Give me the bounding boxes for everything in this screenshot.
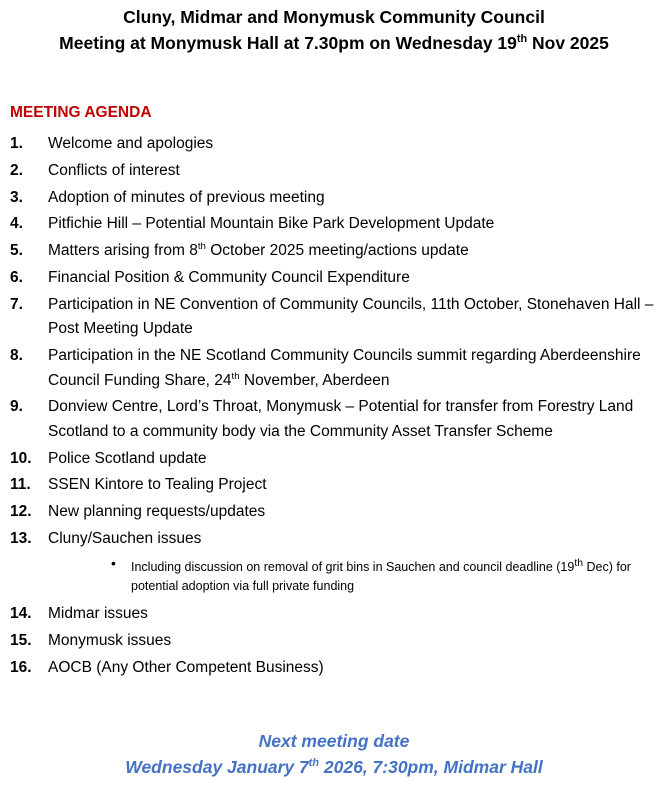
item-text: Monymusk issues [48, 631, 172, 649]
item-number: 2. [10, 161, 23, 179]
item-text [48, 239, 666, 264]
ordinal-suffix: th [574, 557, 584, 569]
agenda-item [0, 527, 668, 552]
ordinal-suffix: th [231, 370, 240, 382]
next-meeting-date [0, 754, 668, 780]
next-meeting-label: Next meeting date [258, 731, 410, 751]
item-text-part: November, Aberdeen [239, 371, 390, 389]
document-header [0, 4, 668, 56]
item-text: Adoption of minutes of previous meeting [48, 188, 325, 206]
item-text-part: Participation in the NE Scotland Community Councils summit regarding Aberdeenshire Council Funding Share, 24 [48, 347, 641, 389]
council-title: Cluny, Midmar and Monymusk Community Council [123, 7, 545, 27]
meeting-details [0, 30, 668, 56]
subitem-text-part: Including discussion on removal of grit bins in Sauchen and council deadline (19 [131, 560, 575, 575]
subitem-text-part: Dec) for potential adoption via full private funding [131, 560, 631, 594]
agenda-item [0, 447, 668, 472]
agenda-item [0, 132, 668, 157]
agenda-item [0, 656, 668, 681]
item-number: 4. [10, 215, 23, 233]
agenda-item [0, 473, 668, 498]
agenda-item [0, 239, 668, 264]
item-number: 13. [10, 530, 32, 548]
item-text: Pitfichie Hill – Potential Mountain Bike Park Development Update [48, 215, 495, 233]
item-text: SSEN Kintore to Tealing Project [48, 476, 267, 494]
agenda-item [0, 186, 668, 211]
next-meeting-date-rest: 2026, 7:30pm, Midmar Hall [319, 757, 543, 777]
item-number: 8. [10, 347, 23, 365]
item-number: 15. [10, 631, 32, 649]
item-text: Conflicts of interest [48, 161, 180, 179]
item-number: 10. [10, 449, 32, 467]
next-meeting-info [0, 728, 668, 780]
meeting-details-text: Meeting at Monymusk Hall at 7.30pm on Wednesday 19 [59, 33, 517, 53]
agenda-item [0, 293, 668, 342]
agenda-item [0, 602, 668, 627]
item-text: Welcome and apologies [48, 135, 214, 152]
bullet-icon: • [111, 554, 116, 571]
item-number: 11. [10, 476, 31, 494]
agenda-item [0, 266, 668, 291]
item-number: 5. [10, 242, 23, 260]
item-text: Financial Position & Community Council Expenditure [48, 268, 410, 286]
item-text-part: October 2025 meeting/actions update [205, 242, 469, 260]
agenda-item [0, 212, 668, 237]
agenda-item [0, 344, 668, 393]
item-text: Police Scotland update [48, 449, 207, 467]
item-text: Midmar issues [48, 605, 148, 623]
agenda-item [0, 159, 668, 184]
item-text-part: Matters arising from 8 [48, 242, 198, 260]
item-text: Participation in NE Convention of Community Councils, 11th October, Stonehaven Hall – Post Meeting Update [48, 295, 654, 338]
agenda-item [0, 629, 668, 654]
item-text: AOCB (Any Other Competent Business) [48, 658, 324, 676]
item-text [48, 344, 666, 393]
agenda-item [0, 500, 668, 525]
item-number: 14. [10, 605, 32, 623]
item-text: New planning requests/updates [48, 503, 266, 521]
agenda-list [0, 132, 668, 682]
item-text: Donview Centre, Lord’s Throat, Monymusk – Potential for transfer from Forestry Land Scotland to a community body via the Community Asset Transfer Scheme [48, 398, 634, 440]
item-number: 9. [10, 398, 23, 416]
item-text: Cluny/Sauchen issues [48, 530, 202, 548]
item-number: 6. [10, 268, 23, 286]
item-number: 7. [10, 295, 23, 313]
agenda-item [0, 395, 668, 444]
item-number: 3. [10, 188, 23, 206]
ordinal-suffix: th [516, 33, 528, 46]
item-number: 16. [10, 658, 32, 676]
subitem-text [131, 554, 659, 596]
ordinal-suffix: th [308, 757, 320, 770]
meeting-details-date-end: Nov 2025 [527, 33, 609, 53]
agenda-subitem [0, 554, 668, 596]
item-number: 1. [10, 135, 23, 152]
agenda-heading: MEETING AGENDA [10, 104, 152, 121]
item-number: 12. [10, 503, 32, 521]
ordinal-suffix: th [197, 241, 206, 253]
next-meeting-date-text: Wednesday January 7 [125, 757, 309, 777]
